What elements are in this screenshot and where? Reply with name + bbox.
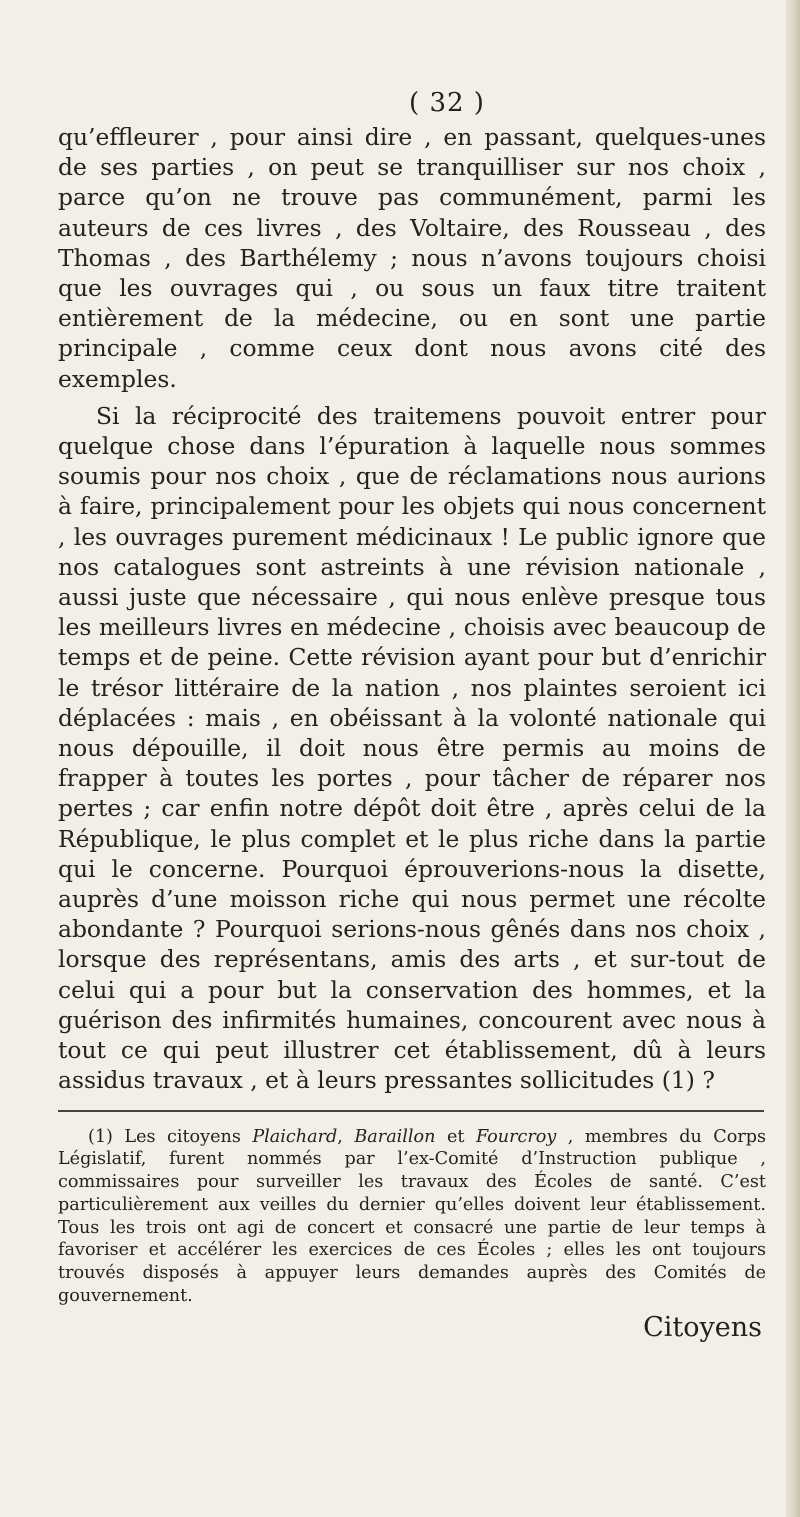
footnote-conjunction: et bbox=[446, 1126, 465, 1147]
footnote-name-fourcroy: Fourcroy bbox=[475, 1126, 557, 1147]
paragraph-1: qu’effleurer , pour ainsi dire , en passant, quelques-unes de ses parties , on peut se tranquilliser sur nos choix , parce qu’on ne trouve pas communément, parmi les auteurs de ces livres , des Voltaire, des Rousseau , des Thomas , des Barthélemy ; nous n’avons toujours choisi que les ouvrages qui , ou sous un faux titre traitent entièrement de la médecine, ou en sont une partie principale , comme ceux dont nous avons cité des exemples. bbox=[58, 123, 766, 393]
page-number: ( 32 ) bbox=[409, 88, 485, 118]
page-edge-shadow bbox=[786, 0, 800, 1517]
footnote-name-plaichard: Plaichard bbox=[252, 1126, 338, 1147]
paragraph-2: Si la réciprocité des traitemens pouvoit entrer pour quelque chose dans l’épuration à laquelle nous sommes soumis pour nos choix , que de réclamations nous aurions à faire, principalement pour les objets qui nous concernent , les ouvrages purement médicinaux ! Le public ignore que nos catalogues sont astreints à une révision nationale , aussi juste que nécessaire , qui nous enlève presque tous les meilleurs livres en médecine , choisis avec beaucoup de temps et de peine. Cette révision ayant pour but d’enrichir le trésor littéraire de la nation , nos plaintes seroient ici déplacées : mais , en obéissant à la volonté nationale qui nous dépouille, il doit nous être permis au moins de frapper à toutes les portes , pour tâcher de réparer nos pertes ; car enfin notre dépôt doit être , après celui de la République, le plus complet et le plus riche dans la partie qui le concerne. Pourquoi éprouverions-nous la disette, auprès d’une moisson riche qui nous permet une récolte abondante ? Pourquoi serions-nous gênés dans nos choix , lorsque des représentans, amis des arts , et sur-tout de celui qui a pour but la conservation des hommes, et la guérison des infirmités humaines, concourent avec nous à tout ce qui peut illustrer cet établissement, dû à leurs assidus travaux , et à leurs pressantes sollicitudes (1) ? bbox=[58, 401, 766, 1095]
footnote-marker: (1) bbox=[88, 1126, 113, 1147]
footnote-intro: Les citoyens bbox=[124, 1126, 241, 1147]
footnote-body: , membres du Corps Législatif, furent nommés par l’ex-Comité d’Instruction publique , commissaires pour surveiller les travaux des Écoles de santé. C’est particulièrement aux veilles du dernier qu’elles doivent leur établissement. Tous les trois ont agi de concert et consacré une partie de leur temps à favoriser et accélérer les exercices de ces Écoles ; elles les ont toujours trouvés disposés à appuyer leurs demandes auprès des Comités de gouvernement. bbox=[58, 1126, 767, 1307]
footnote-separator: , bbox=[337, 1126, 343, 1147]
book-page bbox=[58, 88, 766, 1343]
footnote-name-baraillon: Baraillon bbox=[354, 1126, 436, 1147]
footnote bbox=[58, 1126, 766, 1308]
footnote-rule bbox=[58, 1110, 764, 1112]
catchword: Citoyens bbox=[643, 1311, 762, 1343]
body-text bbox=[58, 122, 766, 1096]
